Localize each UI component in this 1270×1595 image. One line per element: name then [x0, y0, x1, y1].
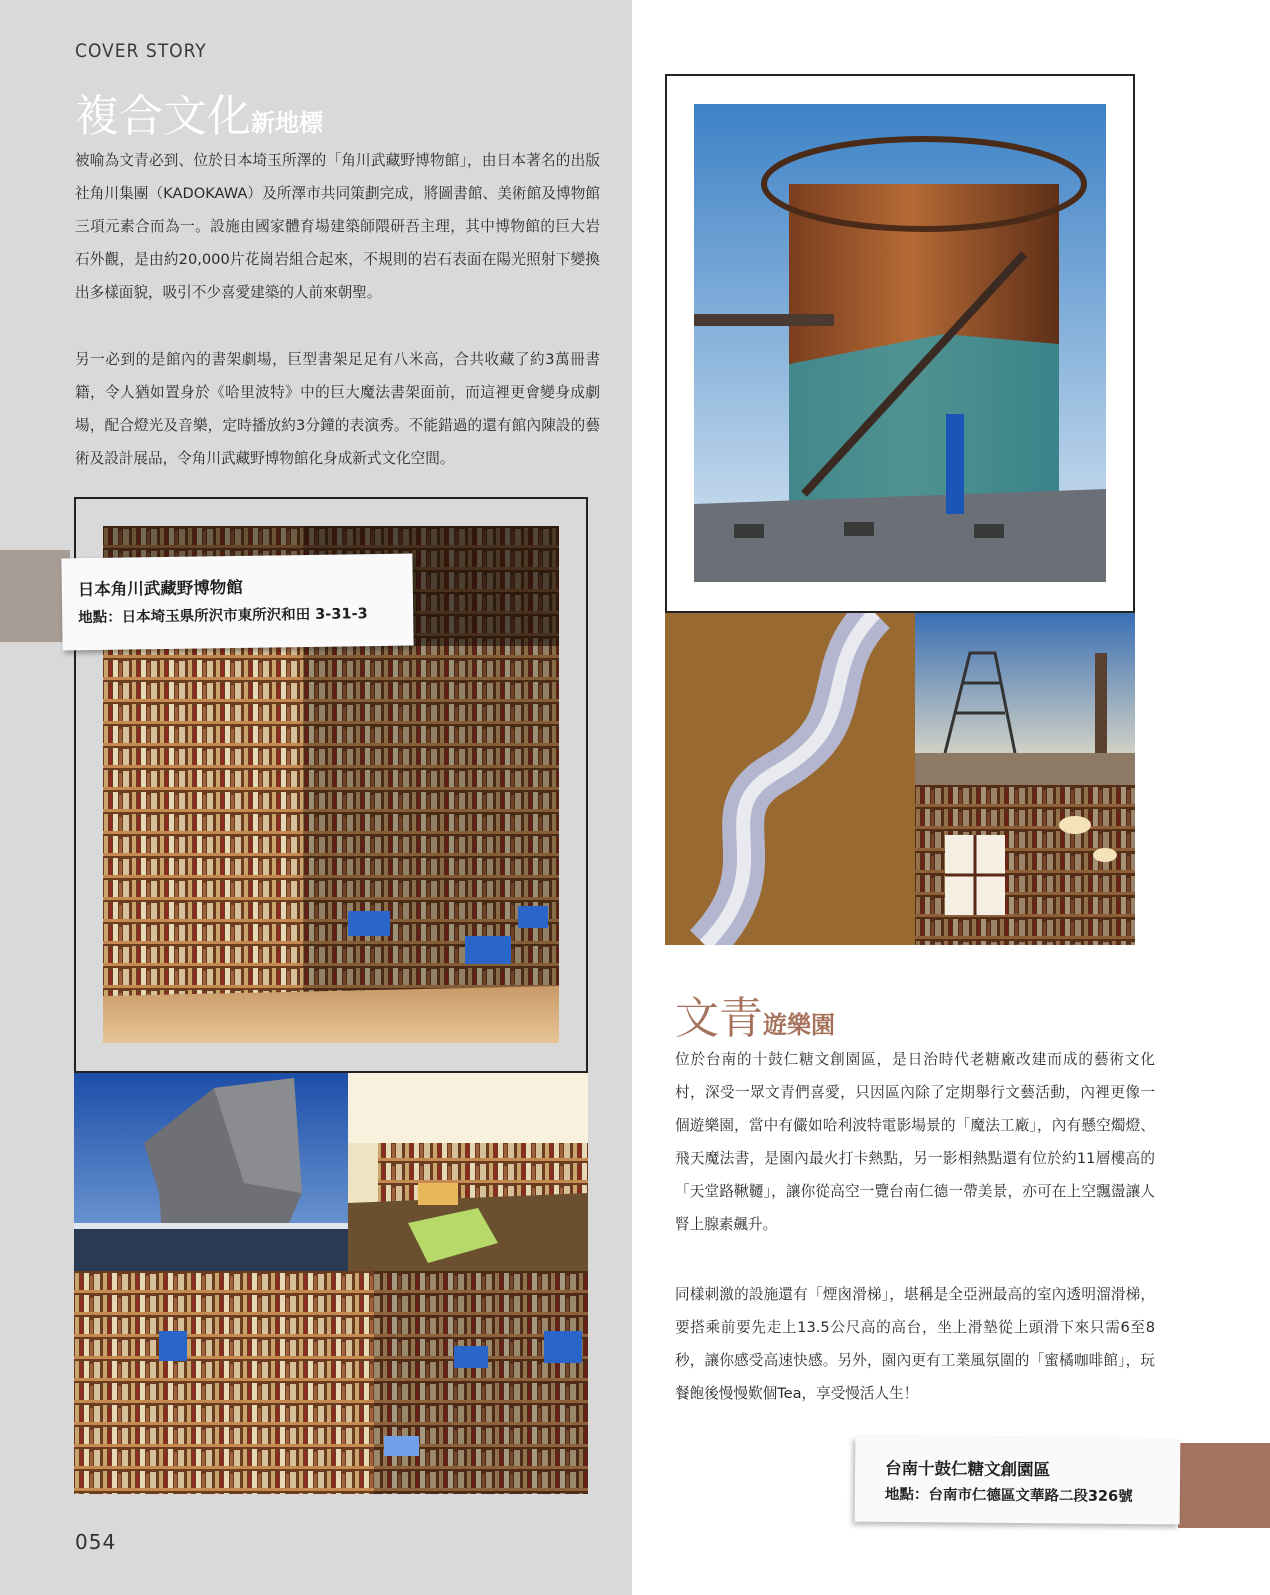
info-label-tainan-name: 台南十鼓仁糖文創園區	[885, 1458, 1051, 1480]
article1-title	[75, 91, 323, 142]
library-interior-photo	[348, 1073, 588, 1271]
article2-title-big: 文青	[675, 993, 763, 1044]
article2-title-small: 遊樂園	[763, 1011, 835, 1039]
info-label-kadokawa-address: 地點：日本埼玉県所沢市東所沢和田 3-31-3	[78, 606, 368, 627]
article2-paragraph-2: 同樣刺激的設施還有「煙囪滑梯」，堪稱是全亞洲最高的室內透明溜滑梯，要搭乘前要先走上13.5公尺高的高台，坐上滑墊從上頭滑下來只需6至8秒，讓你感受高速快感。另外，園內更有工業風氛圍的「蜜橘咖啡館」，玩餐飽後慢慢歎個Tea，享受慢活人生！	[675, 1286, 1155, 1402]
museum-exterior-photo	[74, 1073, 348, 1271]
sky-swing-photo	[915, 613, 1135, 785]
bookshelf-wide-photo	[74, 1271, 588, 1494]
info-label-tainan-address: 地點：台南市仁德區文華路二段326號	[884, 1486, 1133, 1506]
article1-title-big: 複合文化	[75, 91, 251, 142]
article1-paragraph-2: 另一必到的是館內的書架劇場，巨型書架足足有八米高，合共收藏了約3萬冊書籍，令人猶如置身於《哈里波特》中的巨大魔法書架面前，而這裡更會變身成劇場，配合燈光及音樂，定時播放約3分鐘的表演秀。不能錯過的還有館內陳設的藝術及設計展品，令角川武藏野博物館化身成新式文化空間。	[75, 351, 600, 467]
info-label-tainan	[855, 1437, 1181, 1525]
article1-paragraph-1: 被喻為文青必到、位於日本埼玉所澤的「角川武藏野博物館」，由日本著名的出版社角川集團（KADOKAWA）及所澤市共同策劃完成，將圖書館、美術館及博物館三項元素合而為一。設施由國家體育場建築師隈研吾主理，其中博物館的巨大岩石外觀，是由約20,000片花崗岩組合起來，不規則的岩石表面在陽光照射下變換出多樣面貌，吸引不少喜愛建築的人前來朝聖。	[75, 152, 600, 301]
sugar-factory-tank-photo	[694, 104, 1106, 582]
article2-paragraph-1: 位於台南的十鼓仁糖文創園區，是日治時代老糖廠改建而成的藝術文化村，深受一眾文青們喜愛，只因區內除了定期舉行文藝活動，內裡更像一個遊樂園，當中有儼如哈利波特電影場景的「魔法工廠」，內有懸空燭燈、飛天魔法書，是園內最火打卡熱點，另一影相熱點還有位於約11層樓高的「天堂路鞦韆」，讓你從高空一覽台南仁德一帶美景，亦可在上空飄盪讓人腎上腺素飆升。	[675, 1051, 1155, 1233]
section-header: COVER STORY	[75, 40, 207, 62]
magic-factory-photo	[915, 785, 1135, 945]
label-tab-right	[1178, 1443, 1270, 1528]
chimney-slide-photo	[665, 613, 915, 945]
label-tab-left	[0, 550, 70, 642]
info-label-kadokawa-name: 日本角川武藏野博物館	[77, 577, 243, 600]
article1-title-small: 新地標	[251, 109, 323, 137]
article2-title	[675, 993, 835, 1044]
info-label-kadokawa	[61, 554, 413, 651]
page-number: 054	[75, 1530, 117, 1554]
